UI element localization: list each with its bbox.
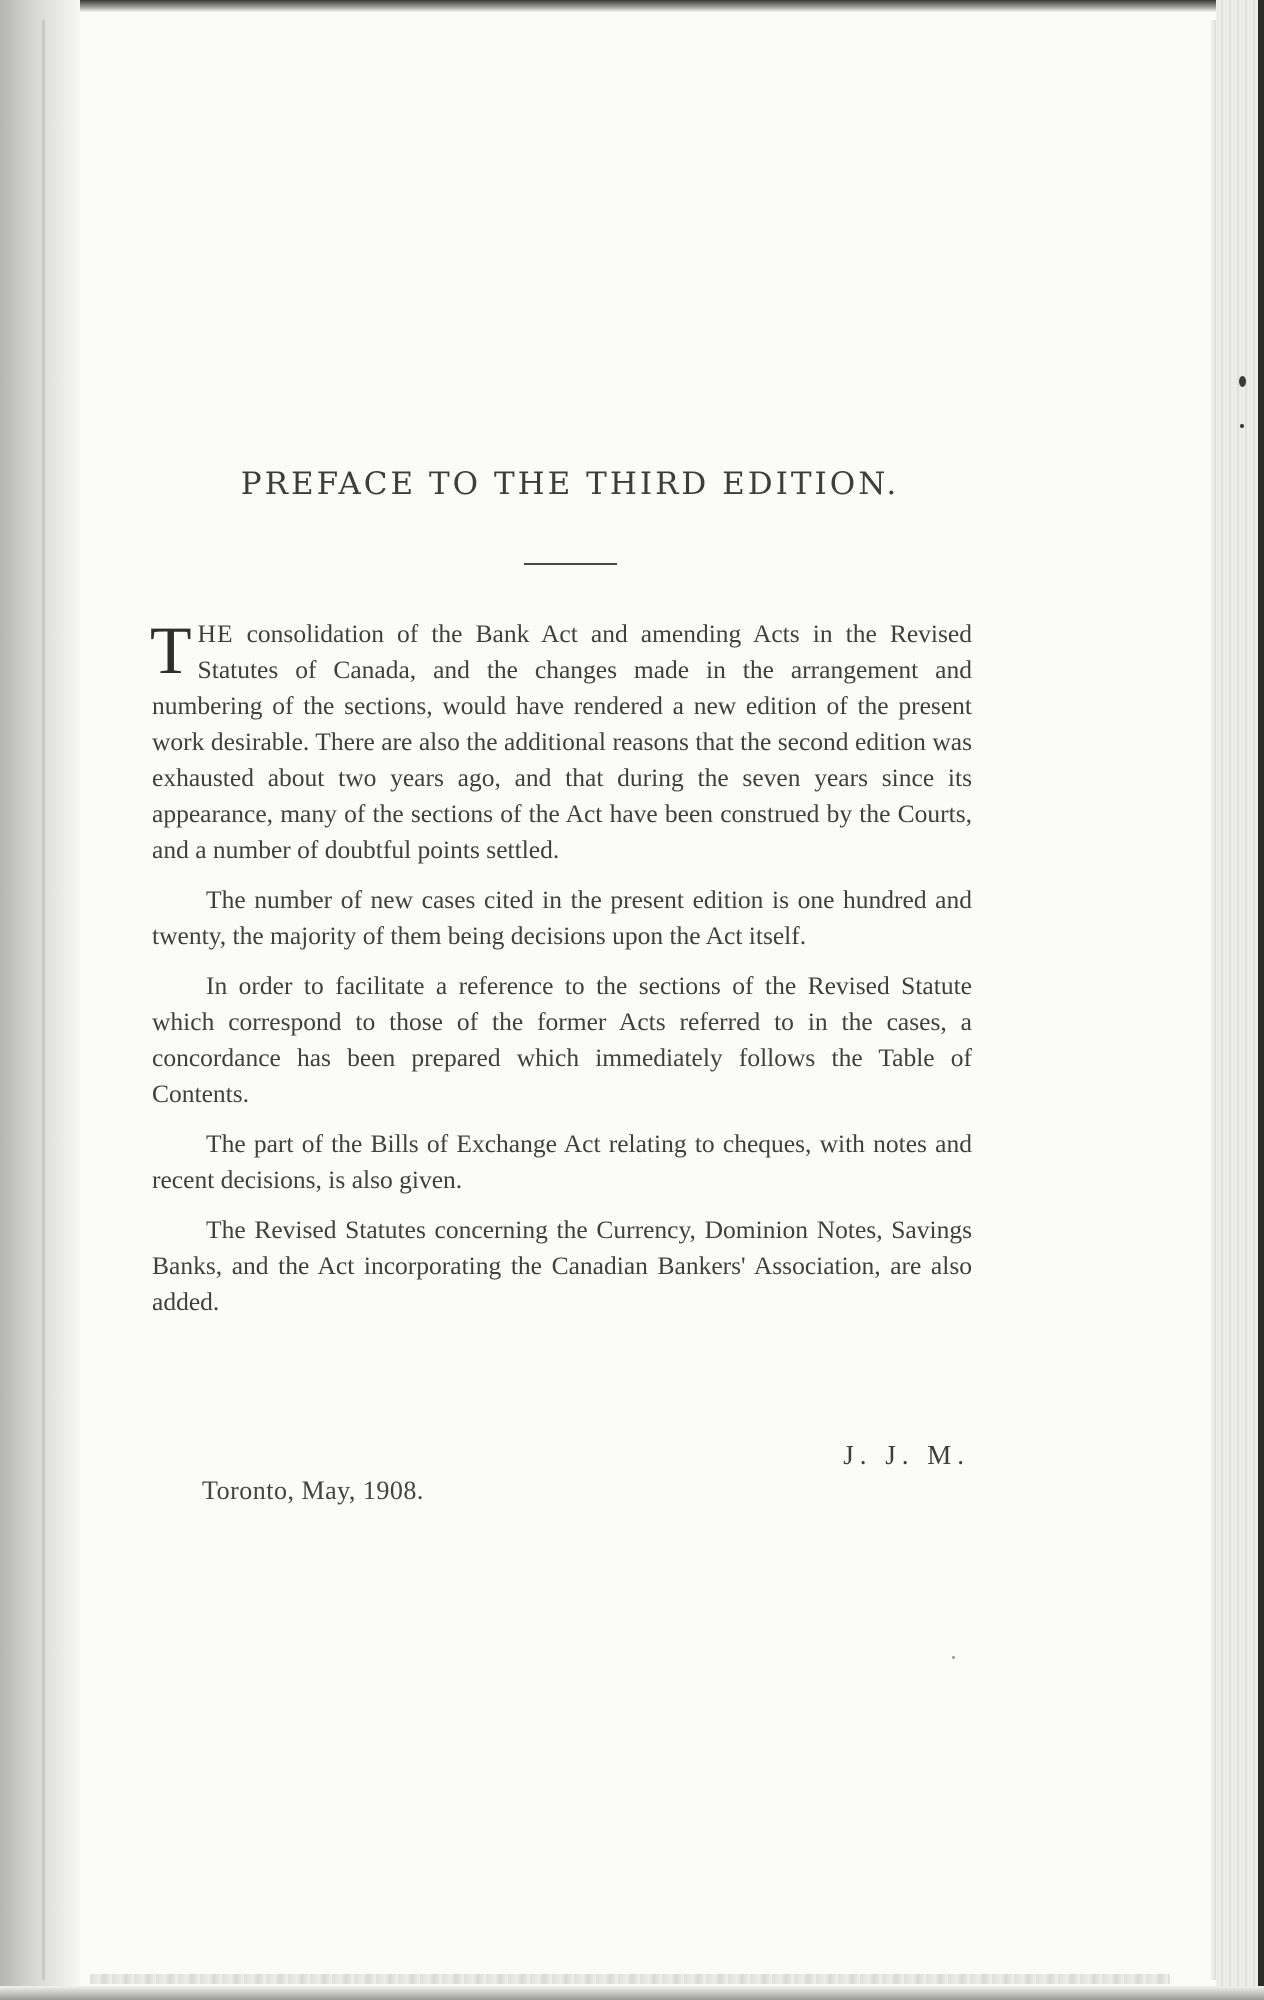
paragraph-1 [150, 612, 972, 868]
paragraph-2: The number of new cases cited in the present edition is one hundred and twenty, the majority of them being decisions upon the Act itself. [152, 885, 972, 950]
stacked-page-edges [1216, 0, 1264, 2000]
paragraph-3: In order to facilitate a reference to the sections of the Revised Statute which correspond to those of the former Acts referred to in the cases, a concordance has been prepared which immediately follows the Table of Contents. [152, 971, 972, 1108]
paragraph-5: The Revised Statutes concerning the Currency, Dominion Notes, Savings Banks, and the Act incorporating the Canadian Bankers' Association, are also added. [152, 1215, 972, 1316]
top-page-edge [0, 0, 1264, 12]
dust-speck [1240, 424, 1244, 428]
paragraph-text: consolidation of the Bank Act and amending Acts in the Revised Statutes of Canada, and the changes made in the arrangement and numbering of the sections, would have rendered a new edition of the present work desirable. There are also the additional reasons that the second edition was exhausted about two years ago, and that during the seven years since its appearance, many of the sections of the Act have been construed by the Courts, and a number of doubtful points settled. [152, 619, 972, 864]
title-rule [524, 563, 617, 565]
gutter-crease [42, 20, 45, 1980]
binding-gutter [0, 0, 80, 2000]
dust-speck [952, 1656, 955, 1659]
first-word-rest: HE [197, 619, 234, 648]
drop-cap: T [150, 612, 192, 688]
place-and-date: Toronto, May, 1908. [202, 1476, 424, 1505]
bottom-page-edge [0, 1986, 1264, 2000]
author-initials: J. J. M. [843, 1440, 970, 1470]
page-title: PREFACE TO THE THIRD EDITION. [240, 466, 900, 502]
paragraph-4: The part of the Bills of Exchange Act relating to cheques, with notes and recent decisions, is also given. [152, 1129, 972, 1194]
right-scan-border [1258, 0, 1264, 2000]
preface-body [150, 612, 972, 1334]
dust-speck [1239, 376, 1246, 387]
bottom-bleed-through [90, 1974, 1170, 1984]
